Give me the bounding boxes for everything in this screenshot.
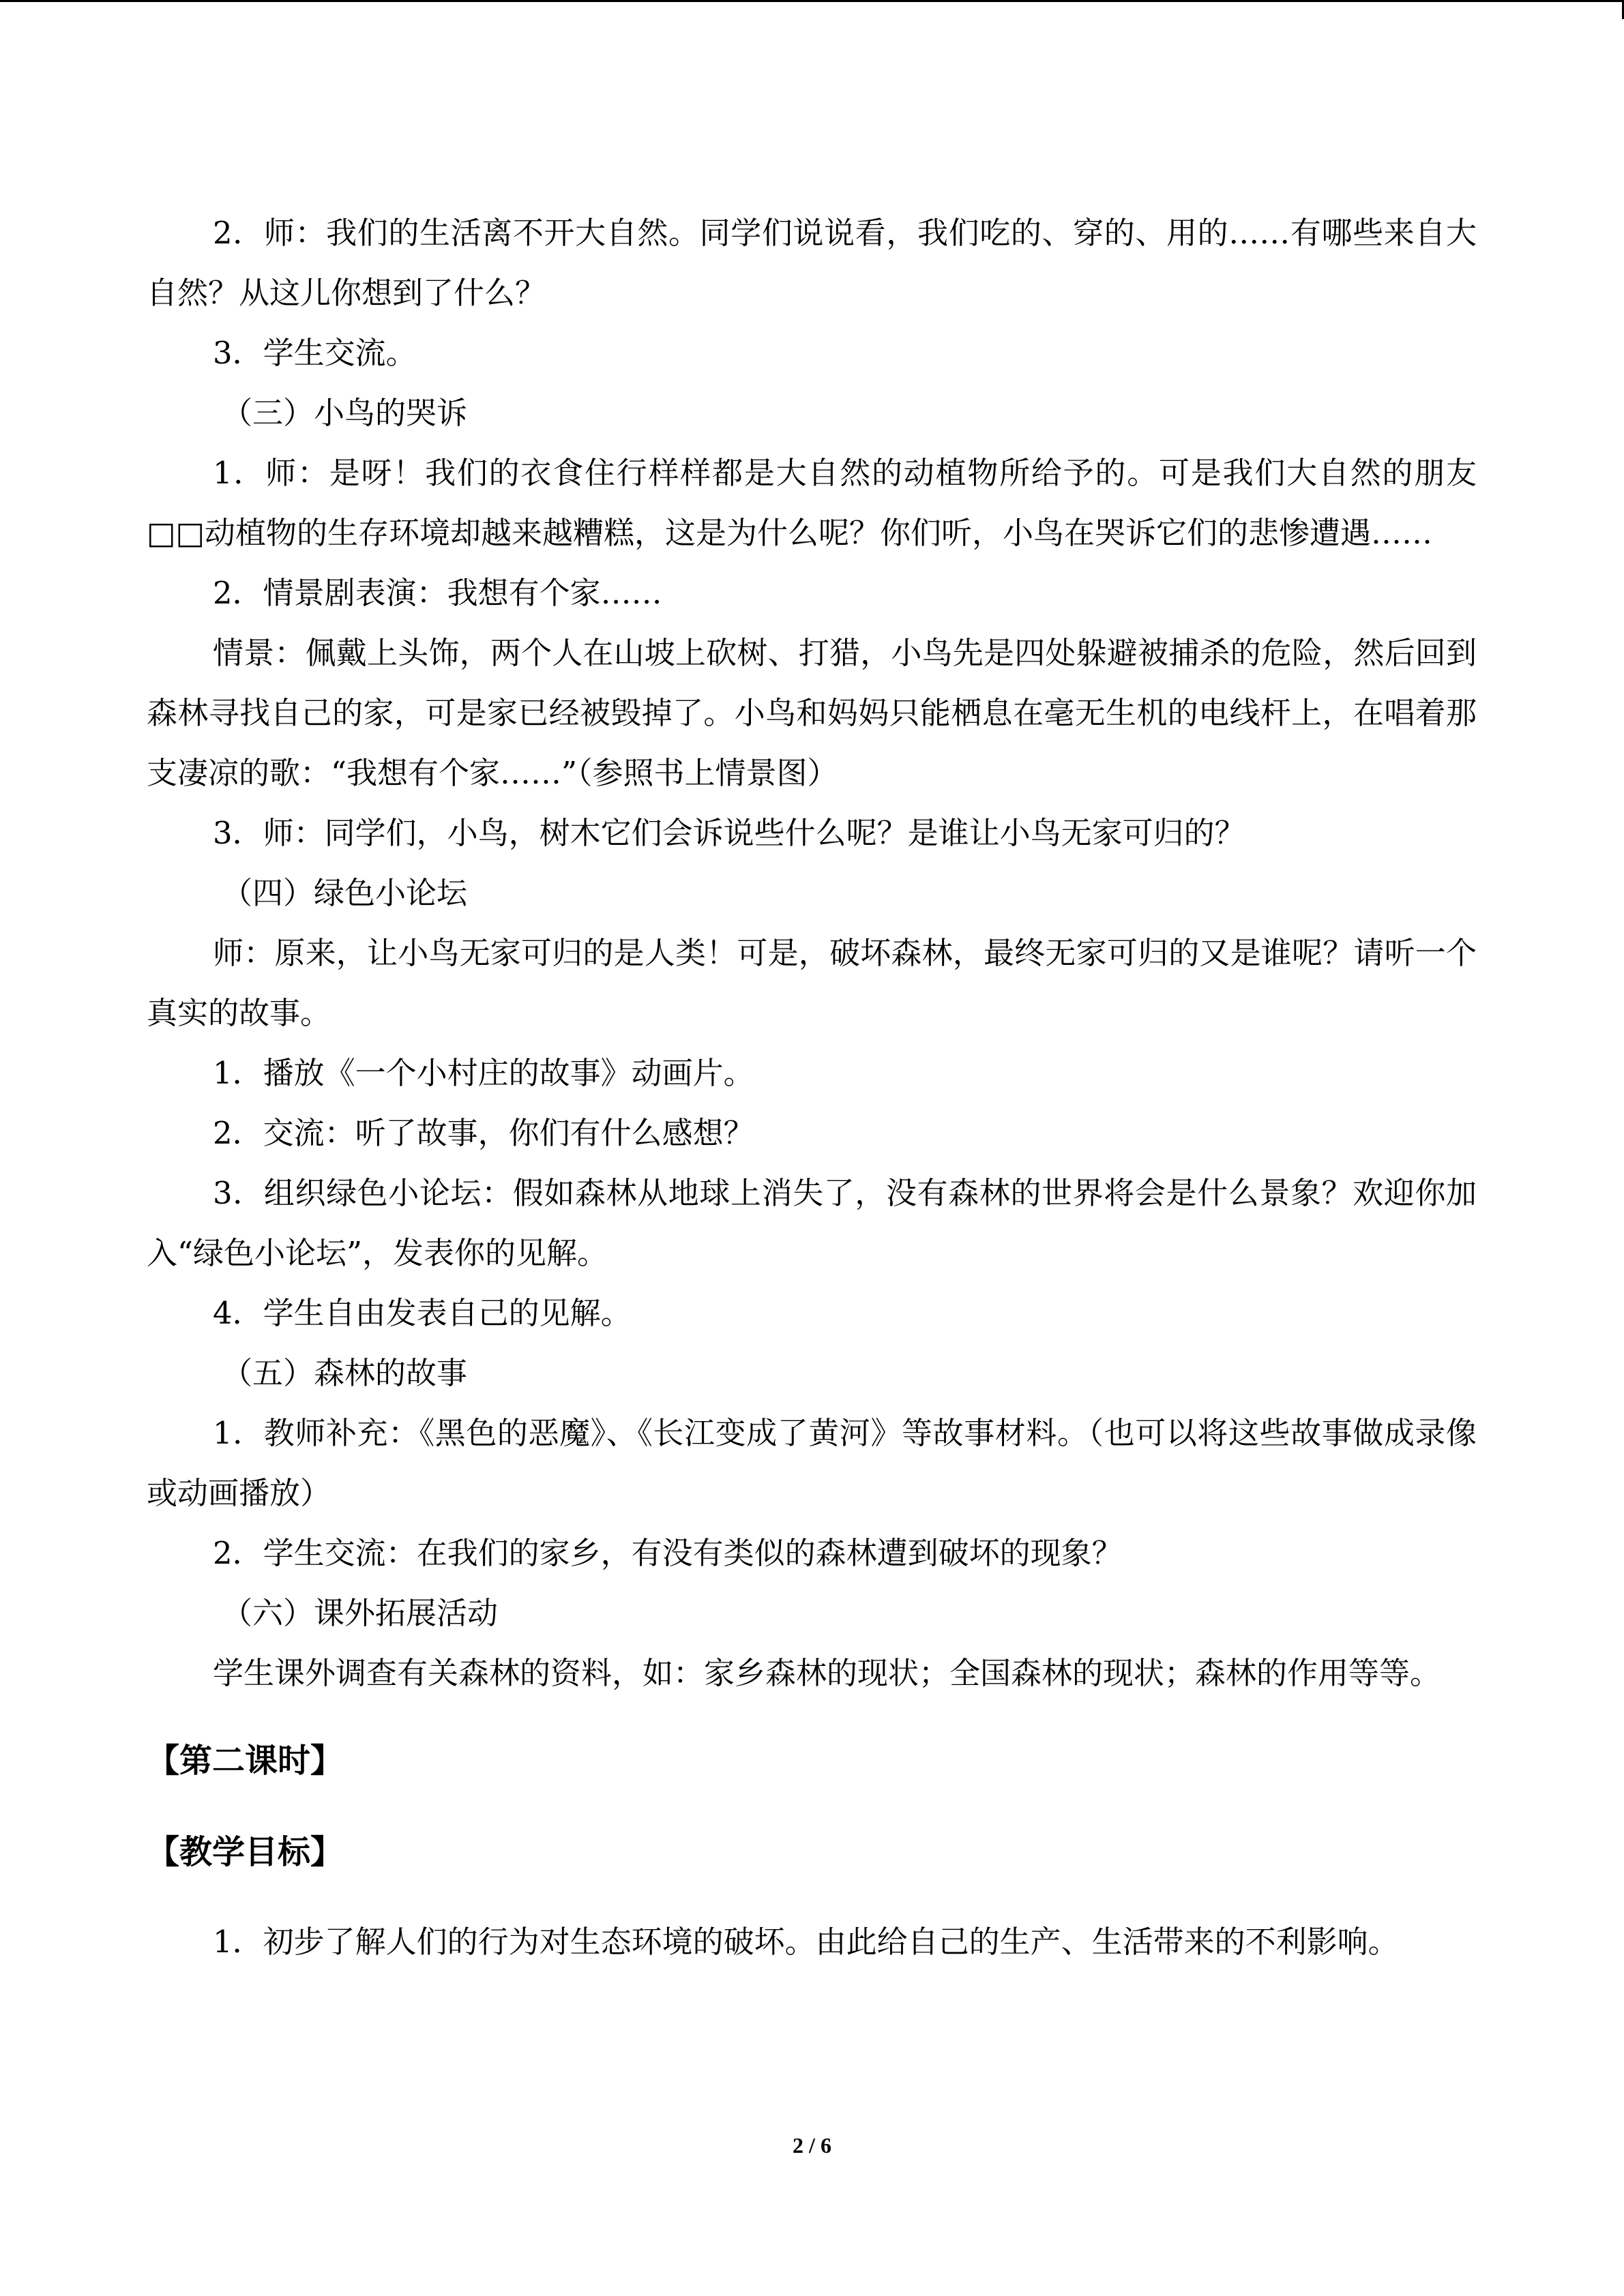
paragraph-student-exchange: 3．学生交流。 <box>213 335 417 371</box>
paragraph-play-animation: 1．播放《一个小村庄的故事》动画片。 <box>213 1055 754 1091</box>
heading-second-lesson: 【第二课时】 <box>147 1742 344 1780</box>
section-heading-extension: （六）课外拓展活动 <box>222 1595 499 1631</box>
paragraph-survey: 学生课外调查有关森林的资料，如：家乡森林的现状；全国森林的现状；森林的作用等等。 <box>213 1655 1441 1691</box>
paragraph-discussion: 2．交流：听了故事，你们有什么感想？ <box>213 1115 754 1151</box>
goal-item-1: 1．初步了解人们的行为对生态环境的破坏。由此给自己的生产、生活带来的不利影响。 <box>213 1924 1399 1960</box>
paragraph-teacher-supplement: 1．教师补充：《黑色的恶魔》、《长江变成了黄河》等故事材料。（也可以将这些故事做成录像或动画播放） <box>147 1415 1477 1511</box>
section-heading-bird-cry: （三）小鸟的哭诉 <box>222 395 468 431</box>
document-body <box>147 203 1477 1972</box>
paragraph-teacher-nature: 2．师：我们的生活离不开大自然。同学们说说看，我们吃的、穿的、用的……有哪些来自大自然？从这儿你想到了什么？ <box>147 215 1477 311</box>
section-heading-forest-story: （五）森林的故事 <box>222 1355 468 1391</box>
page-top-border <box>0 0 1624 2</box>
paragraph-scene: 情景：佩戴上头饰，两个人在山坡上砍树、打猎，小鸟先是四处躲避被捕杀的危险，然后回到森林寻找自己的家，可是家已经被毁掉了。小鸟和妈妈只能栖息在毫无生机的电线杆上，在唱着那支凄凉的歌：“我想有个家……”（参照书上情景图） <box>147 635 1477 791</box>
paragraph-hometown: 2．学生交流：在我们的家乡，有没有类似的森林遭到破坏的现象？ <box>213 1535 1123 1571</box>
heading-teaching-goal: 【教学目标】 <box>147 1833 344 1871</box>
paragraph-teacher-bird: 1．师：是呀！我们的衣食住行样样都是大自然的动植物所给予的。可是我们大自然的朋友□□动植物的生存环境却越来越糟糕，这是为什么呢？你们听，小鸟在哭诉它们的悲惨遭遇…… <box>147 455 1477 551</box>
paragraph-forum: 3．组织绿色小论坛：假如森林从地球上消失了，没有森林的世界将会是什么景象？欢迎你加入“绿色小论坛”，发表你的见解。 <box>147 1175 1477 1271</box>
paragraph-teacher-story: 师：原来，让小鸟无家可归的是人类！可是，破坏森林，最终无家可归的又是谁呢？请听一个真实的故事。 <box>147 935 1477 1031</box>
page-number: 2 / 6 <box>793 2133 831 2158</box>
paragraph-teacher-question: 3．师：同学们，小鸟，树木它们会诉说些什么呢？是谁让小鸟无家可归的？ <box>213 815 1245 851</box>
paragraph-drama: 2．情景剧表演：我想有个家…… <box>213 575 662 611</box>
section-heading-green-forum: （四）绿色小论坛 <box>222 875 468 911</box>
paragraph-free-opinion: 4．学生自由发表自己的见解。 <box>213 1295 632 1331</box>
